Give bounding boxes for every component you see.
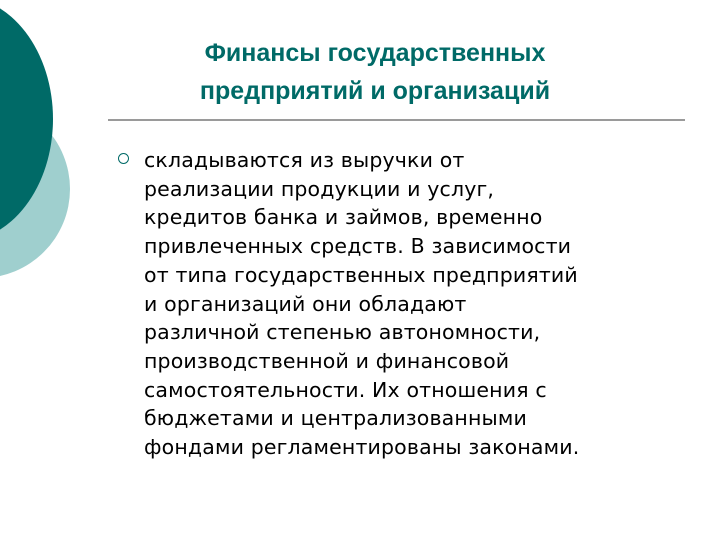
bullet-text (144, 146, 692, 462)
bullet-line: привлеченных средств. В зависимости (144, 234, 572, 259)
title-line: Финансы государственных (204, 39, 546, 67)
bullet-line: и организаций они обладают (144, 291, 467, 316)
bullet-line: фондами регламентированы законами. (144, 435, 580, 460)
bullet-line: производственной и финансовой (144, 348, 510, 373)
bullet-line: различной степенью автономности, (144, 320, 541, 345)
bullet-line: бюджетами и централизованными (144, 406, 527, 431)
bullet-line: складываются из выручки от (144, 148, 465, 172)
bullet-line: самостоятельности. Их отношения с (144, 377, 547, 402)
title-line: предприятий и организаций (199, 77, 551, 105)
title-divider (108, 119, 685, 121)
bullet-line: кредитов банка и займов, временно (144, 205, 543, 230)
slide-title (140, 34, 610, 110)
bullet-line: реализации продукции и услуг, (144, 176, 495, 201)
bullet-line: от типа государственных предприятий (144, 262, 578, 287)
hollow-circle-bullet-icon (118, 153, 129, 164)
